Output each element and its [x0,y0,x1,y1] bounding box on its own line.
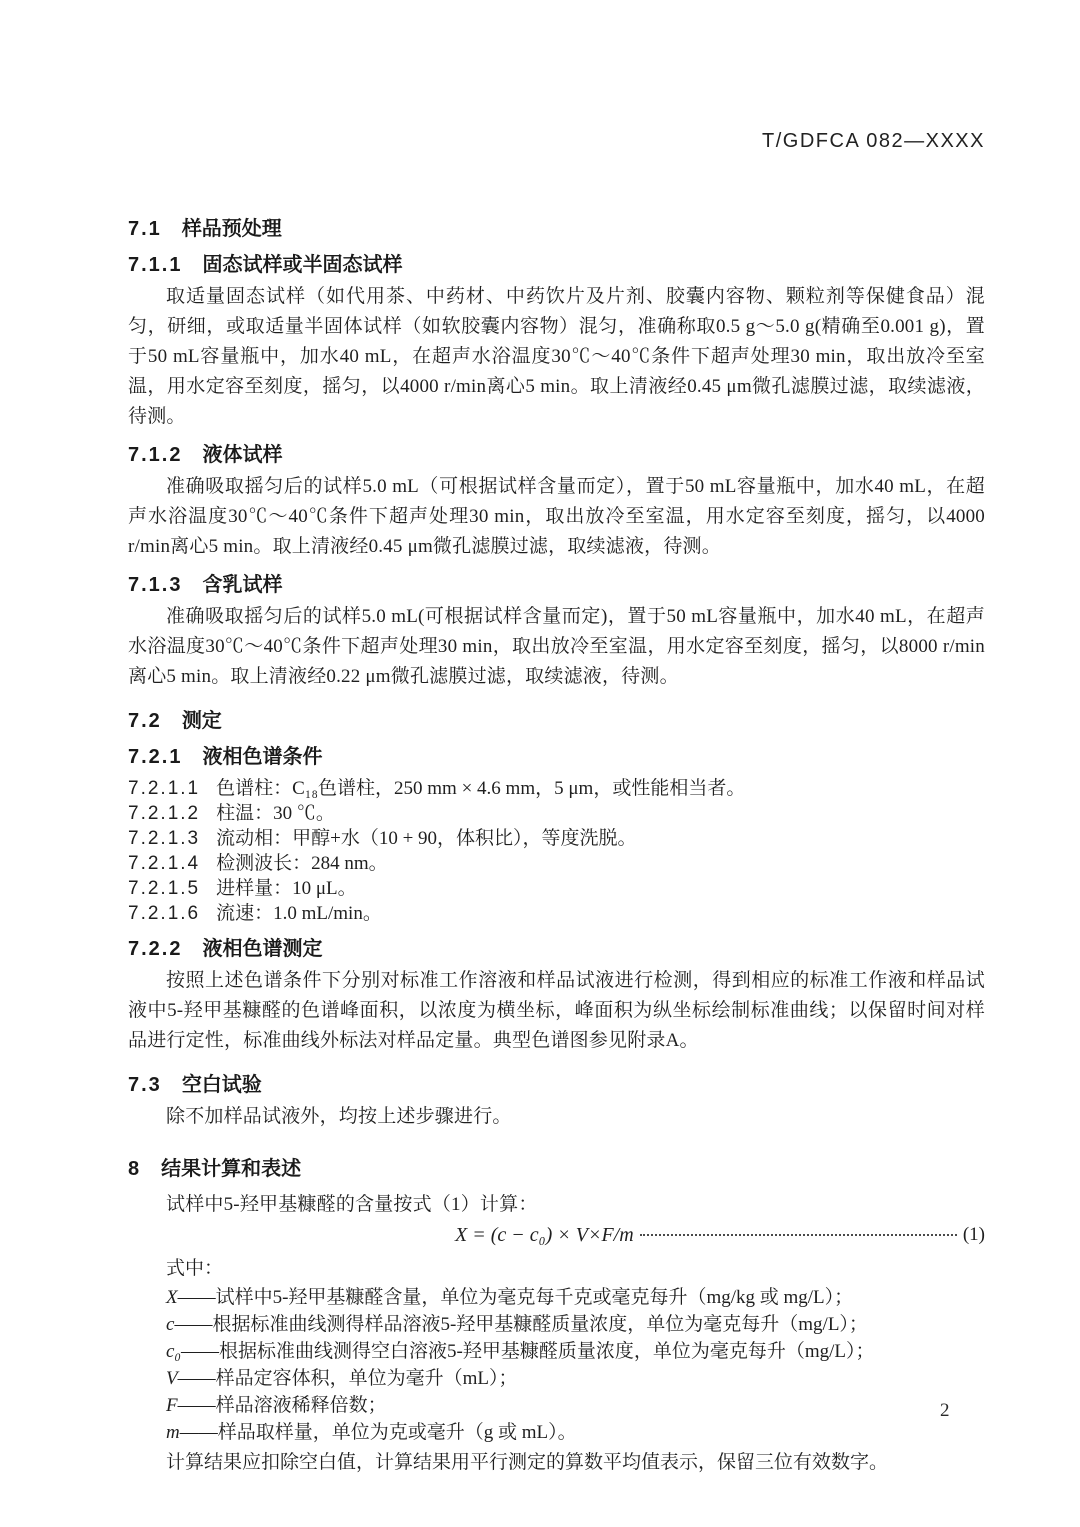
clause-list [128,776,985,926]
variable-symbol: m [166,1422,180,1443]
paragraph-7-1-3: 准确吸取摇匀后的试样5.0 mL(可根据试样含量而定)，置于50 mL容量瓶中，加水40 mL，在超声水浴温度30℃～40℃条件下超声处理30 min，取出放冷至室温，用水定容至刻度，摇匀，以8000 r/min离心5 min。取上清液经0.22 μm微孔滤膜过滤，取续滤液，待测。 [128,606,985,687]
variable-list [128,1284,985,1446]
formula-leader-dots [640,1234,957,1236]
section-title: 测定 [181,710,222,732]
paragraph-7-1-2: 准确吸取摇匀后的试样5.0 mL（可根据试样含量而定），置于50 mL容量瓶中，加水40 mL，在超声水浴温度30℃～40℃条件下超声处理30 min，取出放冷至室温，用水定容至刻度，摇匀，以4000 r/min离心5 min。取上清液经0.45 μm微孔滤膜过滤，取续滤液，待测。 [128,476,985,557]
section-title: 液体试样 [202,444,283,466]
variable-desc: ——根据标准曲线测得空白溶液5-羟甲基糠醛质量浓度，单位为毫克每升（mg/L）； [181,1341,875,1362]
section-number: 7.2.1 [128,746,183,768]
paragraph-7-1-1: 取适量固态试样（如代用茶、中药材、中药饮片及片剂、胶囊内容物、颗粒剂等保健食品）混匀，研细，或取适量半固体试样（如软胶囊内容物）混匀，准确称取0.5 g～5.0 g(精确至0.001 g)，置于50 mL容量瓶中，加水40 mL，在超声水浴温度30℃～40℃条件下超声处理30 min，取出放冷至室温，用水定容至刻度，摇匀，以4000 r/min离心5 min。取上清液经0.45 μm微孔滤膜过滤，取续滤液，待测。 [128,286,985,427]
section-title: 液相色谱测定 [202,938,323,960]
variable-row-X [128,1284,985,1311]
section-heading-7-2 [128,708,985,734]
clause-7-2-1-1 [128,776,985,801]
variable-row-F [128,1392,985,1419]
section-title: 空白试验 [181,1074,262,1096]
formula-expression: X = (c − c₀) × V×F/m [455,1223,634,1246]
variable-row-m [128,1419,985,1446]
section-heading-7-2-2 [128,936,985,962]
section-number: 7.1 [128,218,162,240]
section-title: 固态试样或半固态试样 [202,254,403,276]
clause-7-2-1-6 [128,901,985,926]
section-number: 8 [128,1158,142,1180]
result-note: 计算结果应扣除空白值，计算结果用平行测定的算数平均值表示，保留三位有效数字。 [166,1452,889,1473]
clause-7-2-1-5 [128,876,985,901]
clause-7-2-1-2 [128,801,985,826]
section-heading-8 [128,1156,985,1182]
clause-text: 流动相：甲醇+水（10 + 90，体积比），等度洗脱。 [216,828,637,849]
section-number: 7.1.2 [128,444,183,466]
formula-intro: 试样中5-羟甲基糠醛的含量按式（1）计算： [166,1194,538,1215]
section-heading-7-1-2 [128,442,985,468]
clause-7-2-1-4 [128,851,985,876]
formula-number: (1) [962,1224,985,1245]
section-number: 7.3 [128,1074,162,1096]
paragraph-7-2-2: 按照上述色谱条件下分别对标准工作溶液和样品试液进行检测，得到相应的标准工作液和样品试液中5-羟甲基糠醛的色谱峰面积，以浓度为横坐标，峰面积为纵坐标绘制标准曲线；以保留时间对样品进行定性，标准曲线外标法对样品定量。典型色谱图参见附录A。 [128,970,985,1051]
clause-number: 7.2.1.3 [128,828,201,849]
section-heading-7-3 [128,1072,985,1098]
section-number: 7.1.1 [128,254,183,276]
variable-row-c0 [128,1338,985,1365]
clause-text: 色谱柱：C₁₈色谱柱，250 mm × 4.6 mm，5 μm，或性能相当者。 [216,778,746,799]
section-number: 7.2 [128,710,162,732]
variable-desc: ——样品定容体积，单位为毫升（mL）； [177,1368,518,1389]
section-title: 含乳试样 [202,574,283,596]
variable-desc: ——试样中5-羟甲基糠醛含量，单位为毫克每千克或毫克每升（mg/kg 或 mg/L）； [177,1287,854,1308]
clause-7-2-1-3 [128,826,985,851]
section-number: 7.2.2 [128,938,183,960]
clause-text: 柱温：30 ℃。 [216,803,335,824]
clause-text: 检测波长：284 nm。 [216,853,388,874]
variable-symbol: F [166,1395,178,1416]
section-number: 7.1.3 [128,574,183,596]
variable-symbol: c [166,1314,175,1335]
clause-number: 7.2.1.5 [128,878,201,899]
variable-desc: ——样品溶液稀释倍数； [177,1395,387,1416]
clause-number: 7.2.1.6 [128,903,201,924]
clause-number: 7.2.1.4 [128,853,201,874]
page-number: 2 [940,1400,950,1421]
variable-desc: ——根据标准曲线测得样品溶液5-羟甲基糠醛质量浓度，单位为毫克每升（mg/L）； [174,1314,868,1335]
variable-symbol: V [166,1368,178,1389]
document-content [128,0,985,1478]
section-heading-7-1 [128,216,985,242]
section-title: 液相色谱条件 [202,746,323,768]
clause-number: 7.2.1.1 [128,778,201,799]
section-heading-7-2-1 [128,744,985,770]
where-label: 式中： [166,1258,224,1279]
variable-row-V [128,1365,985,1392]
paragraph-7-3: 除不加样品试液外，均按上述步骤进行。 [166,1106,512,1127]
formula [128,1220,985,1250]
variable-symbol: X [166,1287,178,1308]
section-heading-7-1-1 [128,252,985,278]
clause-number: 7.2.1.2 [128,803,201,824]
clause-text: 进样量：10 μL。 [216,878,357,899]
doc-code: T/GDFCA 082—XXXX [762,130,985,152]
variable-symbol: c₀ [166,1341,182,1362]
variable-desc: ——样品取样量，单位为克或毫升（g 或 mL）。 [179,1422,577,1443]
section-heading-7-1-3 [128,572,985,598]
variable-row-c [128,1311,985,1338]
section-title: 样品预处理 [181,218,282,240]
clause-text: 流速：1.0 mL/min。 [216,903,382,924]
section-title: 结果计算和表述 [161,1158,302,1180]
